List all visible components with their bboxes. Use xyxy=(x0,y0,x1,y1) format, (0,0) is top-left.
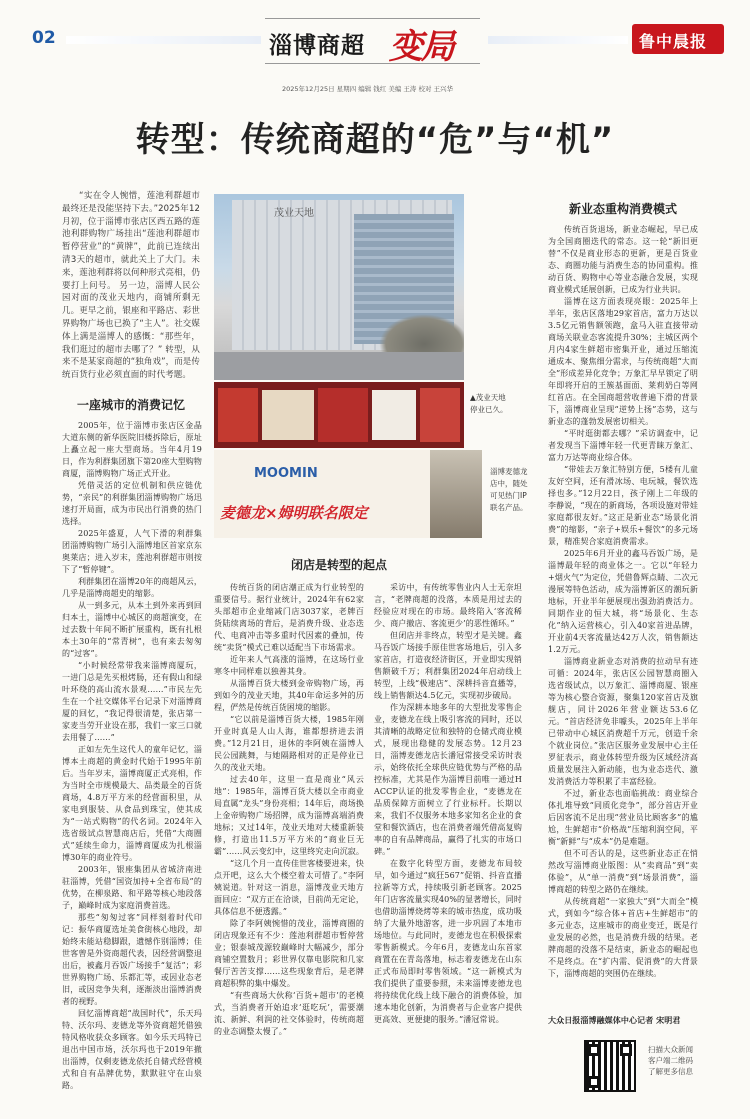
issue-info: 2025年12月25日 星期四 编辑 钱红 美编 王涛 校对 王兴华 xyxy=(282,85,454,93)
page-header xyxy=(0,0,750,93)
section-title-accent: 变局 xyxy=(389,27,453,67)
brand-logo xyxy=(632,24,724,54)
closing-paragraph: 近年来人气高涨的淄博，在这场行业寒冬中同样难以独善其身。 xyxy=(214,655,364,676)
headline: 转型：传统商超的“危”与“机” xyxy=(135,120,615,160)
memory-paragraph: 那些“匆匆过客”同样刻着时代印记：振华商厦选址美食街核心地段，却始终未能站稳脚跟，遗憾作别淄博；佳世客曾是外资商超代表，因经营调整退出后，被鑫月吞饭广场接手“复活”；彩世界购物广场、乐都汇等，或因业态老旧，或因竞争失利，逐渐淡出淄博消费者的视野。 xyxy=(62,913,202,1006)
consumption-paragraph: 淄博在这方面表现亮眼：2025年上半年，张店区落地29家首店，富力万达以3.5亿元销售额领跑，盒马入驻直接带动商场关联业态客流提升30%；主城区两个月内4家生鲜超市密集开业，通过压缩流通成本、聚焦细分需求，与传统商超“大而全”形成差异化竞争；万象汇早早锁定了明年即将开启的王簇基面面、莱莉奶白等网红首店。在全国商超营收普遍下滑的背景下，淄博商业呈现“逆势上扬”态势，这与新业态的蓬勃发展密切相关。 xyxy=(548,297,698,426)
moomin-banner xyxy=(214,450,464,538)
qr-finder xyxy=(588,1044,600,1056)
products-photo xyxy=(214,382,464,448)
memory-paragraph: 回忆淄博商超“战国时代”，乐天玛特、沃尔玛、麦德龙等外资商超凭借独特风格收获众多顾客。如今乐天玛特已退出中国市场，沃尔玛也于2019年撤出淄博，仅剩麦德龙依托自储式经营模式和自有品牌优势，默默驻守在山泉路。 xyxy=(62,1009,202,1090)
consumption-paragraph: 从传统商超“一家独大”到“大而全”模式，到如今“综合体+首店+生鲜超市”的多元业态，这座城市的商业变迁，既是行业发展的必然，也是消费升级的结果。老牌商超的没落不是结束，新业态的崛起也不是终点。在“扩内需、促消费”的大背景下，淄博商超的突围仍在继续。 xyxy=(548,897,698,978)
closing-paragraph: 除了李阿姨惋惜的茂业，淄博商圈的闭店现象还有不少：莲池利群超市暂停营业；银泰城茂源较巅峰时大幅减少，部分商铺空置数月；彩世界仅靠电影院和几家餐厅苦苦支撑……这些现象背后，是老牌商超积弊的集中爆发。 xyxy=(214,919,364,988)
memory-body xyxy=(62,420,202,1098)
qr-text: 扫描大众新闻客户端二维码了解更多信息 xyxy=(648,1045,693,1076)
memory-paragraph: 利群集团在淄博20年的商超风云，几乎是淄博商超史的缩影。 xyxy=(62,577,202,598)
consumption-paragraph: 不过，新业态也面临挑战：商业综合体扎堆导致“同质化竞争”，部分首店开业后因客流不足出现“营业员比顾客多”的尴尬，生鲜超市“价格战”压缩利润空间，平衡“新鲜”与“成本”仍是难题。 xyxy=(548,789,698,846)
header-band-left xyxy=(66,36,261,44)
moomin-logo: MOOMIN xyxy=(254,466,318,481)
header-band-right xyxy=(488,36,628,44)
memory-title: 一座城市的消费记忆 xyxy=(76,398,185,412)
memory-paragraph: 2003年，银座集团从省城济南进驻淄博，凭借“国资加持+全省布局”的优势，在柳泉路、和平路等核心地段落子，巅峰时成为家庭消费首选。 xyxy=(62,865,202,910)
qr-code[interactable] xyxy=(584,1040,636,1092)
closing-paragraph: 从淄博百货大楼到金帝购物广场，再到如今的茂业天地，其40年命运多舛的历程，俨然是传统百货困境的缩影。 xyxy=(214,679,364,712)
page-number: 02 xyxy=(32,28,56,48)
shelf-item xyxy=(318,388,368,442)
shelf-item xyxy=(262,390,314,440)
closing-paragraph: 过去40年，这里一直是商业“风云地”：1985年，淄博百货大楼以全市商业局直属“龙头”身份亮相；14年后，商场换上金帝购物广场招牌，成为淄博高端消费地标；又过14年，茂业天地对大楼重新装修，打造出11.5万平方米的“商业巨无霸”……风云变幻中，这里终究走向沉寂。 xyxy=(214,775,364,856)
section-title-box xyxy=(265,18,480,67)
memory-paragraph: “小时候经常带我来淄博商厦玩，一进门总是先买根烤肠，还有假山和绿叶环绕的高山流水景观……”市民左先生在一个社交媒体平台记录下对淄博商厦的回忆，“我记得很清楚，张店第一家麦当劳开业设在那，我们一家三口就去用餐了……” xyxy=(62,661,202,742)
memory-paragraph: 凭借灵活的定位机制和供应链优势，“亲民”的利群集团淄博购物广场迅速打开局面，成为市民出行消费的热门选择。 xyxy=(62,481,202,526)
closing-body-col2 xyxy=(374,582,522,1098)
consumption-paragraph: “平时逛街都去哪？”采访调查中，记者发现当下淄博年轻一代更青睐万象汇、富力万达等商业综合体。 xyxy=(548,429,698,462)
moomin-banner-text: 麦德龙×姆明联名限定 xyxy=(220,504,368,522)
consumption-paragraph: 淄博商业新业态对消费的拉动早有迹可循：2024年，张店区公园智慧商圈入选省级试点，以万象汇、淄博商厦、银座等为核心整合资源，聚集120家首店及旗舰店，同计2026年营业额达53.6亿元。“首店经济免非噱头，2025年上半年已带动中心城区消费超千万元，创造千余个就业岗位。”张店区服务业发展中心主任罗征表示，商业体转型升级为区域经济高质量发展注入新动能，也为业态迭代、激发消费活力等积累了丰富经验。 xyxy=(548,657,698,786)
intro-text: “实在令人惋惜，莲池利群超市最终还是没能坚持下去。”2025年12月初，位于淄博市张店区西五路的莲池利群购物广场挂出“莲池利群超市暂停营业”的“黄牌”，此前已连续出清3天的超市，就此关上了大门。未来，莲池利群将以何种形式亮相，仍要打上问号。 另一边，淄博人民公园对面的茂业天地内，商铺所剩无几。更早之前，银座和平路店、彩世界购物广场也已换了“主人”。社交媒体上满是淄博人的感慨：“那些年，我们逛过的超市去哪了？” 转型，从来不是某家商超的“独角戏”，而是传统百货行业必须直面的时代考题。 xyxy=(62,191,200,381)
closing-title: 闭店是转型的起点 xyxy=(290,558,387,572)
memory-paragraph: 2005年，位于淄博市张店区金晶大道东侧的新华医院旧楼拆除后，原址上矗立起一座大型商场。当年4月19日，作为利群集团旗下第20座大型购物商厦，淄博购物广场正式开业。 xyxy=(62,421,202,478)
consumption-body xyxy=(548,224,698,1012)
consumption-paragraph: “带娃去万象汇特别方便，5楼有儿童友好空间，还有滑冰场、电玩城，餐饮选择也多。”12月22日，孩子刚上二年级的李静说，“现在的新商场，各项设施对带娃家庭都很友好。”这正是新业态“场景化消费”的缩影，“亲子+娱乐+餐饮”的多元场景，精准契合家庭消费需求。 xyxy=(548,465,698,546)
memory-paragraph: 2025年盛夏，人气下滑的利群集团淄博购物广场引入淄博地区首家京东奥莱店；进入岁末，莲池利群超市则按下了“暂停键”。 xyxy=(62,529,202,574)
consumption-paragraph: 传统百货退场，新业态崛起，早已成为全国商圈迭代的常态。这一轮“新旧更替”不仅是商业形态的更新，更是百货业态、商圈功能与消费生态的协同重构。推动百货、购物中心等业态融合发展，实现商业模式延展创新，已成为行业共识。 xyxy=(548,225,698,294)
closing-paragraph: 作为深耕本地多年的大型批发零售企业，麦德龙在线上吸引客流的同时，还以其清晰的战略定位和独特的仓储式商业模式，展现出稳健的发展态势。12月23日，淄博麦德龙店长潘冠常接受采访时表示，始终依托全球供应链优势与严格的品控标准，尤其是作为淄博目前唯一通过HACCP认证的批发零售企业，“麦德龙在品质保障方面树立了行业标杆。长期以来，我们不仅服务本地多家知名企业的食堂和餐饮酒店，也在消费者端凭借高复购率的自有品牌商品，赢得了扎实的市场口碑。” xyxy=(374,703,522,856)
shelf-item xyxy=(372,390,416,440)
memory-paragraph: 从一到多元，从本土到外来再到回归本土，淄博中心城区的商超演变，在过去数十年间不断扩展重构，既有扎根本土30年的“常青树”，也有来去匆匆的“过客”。 xyxy=(62,601,202,658)
shelf-item xyxy=(420,388,460,442)
closing-paragraph: 但闭店并非终点，转型才是关键。鑫马吞饭广场接手原佳世客场地后，引入多家首店，打造夜经济街区，开业即实现销售额破千万；利群集团2024年启动线上转型，上线“极速店”、深耕抖音直播等，线上销售额达4.5亿元，实现初步破局。 xyxy=(374,631,522,700)
memory-paragraph: 正如左先生这代人的童年记忆，淄博本土商超的黄金时代始于1995年前后。当年岁末，淄博商厦正式亮相，作为当时全市规模最大、品类最全的百货商场，4.8万平方米的经营面积里，从家电到服装、从食品到珠宝，使其成为“一站式购物”的代名词。2024年入选省级试点智慧商店后，凭借“大商圈式”延续生命力，淄博商厦成为扎根淄博30年的商业符号。 xyxy=(62,745,202,862)
store-caption: 淄博麦德龙店中，随处可见热门IP联名产品。 xyxy=(490,467,528,512)
closing-paragraph: 采访中，有传统零售业内人士无奈坦言，“老牌商超的没落，本质是用过去的经验应对现在的市场。最终陷入‘客流稀少、商户撤店、客流更少’的恶性循环。” xyxy=(374,583,522,628)
consumption-paragraph: 2025年6月开业的鑫马吞饭广场，是淄博最年轻的商业体之一。它以“年轻力+烟火气”为定位，凭借鲁辉点睛、二次元漫展等特色活动，成为淄博新区的潮玩新地标，开业半年便展现出强劲消费活力。同期作业的恒大城，将“场景化、生态化”纳入运营核心，引入40家首进品牌，开业前4天客流量达42万人次，销售额达1.2万元。 xyxy=(548,549,698,654)
section-title: 淄博商超 xyxy=(269,33,365,59)
qr-finder xyxy=(620,1044,632,1056)
consumption-paragraph: 但不可否认的是，这些新业态正在悄然改写淄博商业版图：从“卖商品”到“卖体验”，从“单一消费”到“场景消费”，淄博商超的转型之路仍在继续。 xyxy=(548,849,698,894)
closing-paragraph: 在数字化转型方面，麦德龙布局较早，如今通过“疯狂567”促销、抖音直播拉新等方式，持续吸引新老顾客。2025年门店客流量实现40%的显著增长，同时也借助淄博烧烤等来的城市热度，成功吸纳了大量外地游客，进一步巩固了本地市场地位。与此同时，麦德龙也在积极探索零售新模式。今年6月，麦德龙山东首家商置在在青岛落地，标志着麦德龙在山东正式布局即时零售领域。“这一新模式为我们提供了重要参照，未来淄博麦德龙也将持续优化线上线下融合的消费体验，加速本地化创新，为消费者与企业客户提供更高效、更便捷的服务。”潘冠常说。 xyxy=(374,859,522,1024)
qr-finder xyxy=(588,1076,600,1088)
street xyxy=(214,352,464,380)
byline: 大众日报淄博融媒体中心记者 宋明君 xyxy=(548,1015,681,1025)
building-caption: ▲茂业天地停业已久。 xyxy=(470,393,508,414)
brand-text: 鲁中晨报 xyxy=(639,32,708,51)
closing-paragraph: “这几个月一直传佳世客楼要进来，快点开吧，这么大个楼空着太可惜了。”李阿姨说道。针对这一消息，淄博茂业天地方面回应：“双方正在洽谈，目前尚无定论，具体信息不便透露。” xyxy=(214,859,364,916)
closing-paragraph: “它以前是淄博百货大楼，1985年刚开业时真是人山人海，谁都想挤进去消费。”12月21日，退休的李阿姨在淄博人民公园跳舞，与她隔路相对的正是停业已久的茂业天地。 xyxy=(214,715,364,772)
building-photo xyxy=(214,194,464,380)
shelf-item xyxy=(218,388,258,442)
building-sign: 茂业天地 xyxy=(274,208,314,219)
store-photo xyxy=(430,450,482,538)
closing-paragraph: “有些商场大伙称‘百货+超市’的老模式，当消费者开始追求‘逛吃玩’，需要潮流、新鲜、利润的社交体验时，传统商超的业态调整太慢了。” xyxy=(214,991,364,1036)
closing-body xyxy=(214,582,364,1098)
consumption-title: 新业态重构消费模式 xyxy=(568,202,677,216)
closing-paragraph: 传统百货的闭店潮正成为行业转型的重要信号。据行业统计，2024年有62家头部超市企业缩减门店3037家，老牌百货陆续离场的背后，是消费升级、业态迭代、电商冲击等多重时代因素的叠加，传统“卖货”模式已难以适配当下市场需求。 xyxy=(214,583,364,652)
